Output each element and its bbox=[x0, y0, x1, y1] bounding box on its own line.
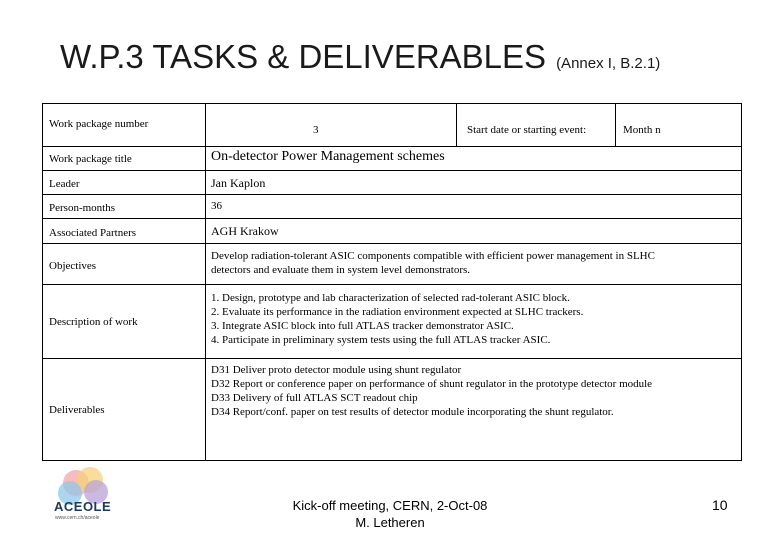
wp-title-label: Work package title bbox=[49, 153, 132, 165]
description-line: 4. Participate in preliminary system tests using the full ATLAS tracker ASIC. bbox=[211, 334, 551, 346]
column-divider bbox=[456, 104, 457, 146]
deliverable-item: D33 Delivery of full ATLAS SCT readout chip bbox=[211, 392, 418, 404]
row-divider bbox=[43, 146, 741, 147]
objectives-line: Develop radiation-tolerant ASIC components compatible with efficient power management in SLHC bbox=[211, 250, 655, 262]
objectives-text bbox=[211, 249, 655, 277]
logo-text: ACEOLE bbox=[54, 499, 112, 514]
work-package-table bbox=[42, 103, 742, 461]
description-line: 1. Design, prototype and lab characterization of selected rad-tolerant ASIC block. bbox=[211, 292, 570, 304]
column-divider bbox=[615, 104, 616, 146]
wp-number-label: Work package number bbox=[49, 118, 149, 130]
objectives-label: Objectives bbox=[49, 260, 97, 272]
description-text bbox=[211, 291, 583, 347]
leader-value: Jan Kaplon bbox=[211, 176, 266, 190]
wp-number-value: 3 bbox=[313, 124, 319, 136]
deliverables-label: Deliverables bbox=[49, 404, 105, 416]
row-divider bbox=[43, 170, 741, 171]
deliverables-text bbox=[211, 363, 652, 419]
wp-title-value: On-detector Power Management schemes bbox=[211, 149, 445, 164]
partners-label: Associated Partners bbox=[49, 227, 137, 239]
footer-meeting: Kick-off meeting, CERN, 2-Oct-08 bbox=[292, 498, 488, 513]
title-text: W.P.3 TASKS & DELIVERABLES bbox=[60, 38, 547, 75]
footer-author: M. Letheren bbox=[355, 515, 425, 530]
column-divider bbox=[205, 104, 206, 460]
row-divider bbox=[43, 358, 741, 359]
row-divider bbox=[43, 218, 741, 219]
description-line: 2. Evaluate its performance in the radiation environment expected at SLHC trackers. bbox=[211, 306, 584, 318]
footer-caption bbox=[270, 497, 510, 531]
start-date-value: Month n bbox=[623, 124, 661, 136]
person-months-value: 36 bbox=[211, 200, 222, 212]
objectives-line: detectors and evaluate them in system level demonstrators. bbox=[211, 264, 471, 276]
page-number: 10 bbox=[712, 497, 728, 513]
deliverable-item: D34 Report/conf. paper on test results of detector module incorporating the shunt regulator. bbox=[211, 406, 614, 418]
deliverable-item: D32 Report or conference paper on performance of shunt regulator in the prototype detector module bbox=[211, 378, 653, 390]
start-date-label: Start date or starting event: bbox=[467, 124, 587, 136]
annex-reference: (Annex I, B.2.1) bbox=[556, 55, 661, 72]
slide-title bbox=[60, 38, 660, 76]
description-line: 3. Integrate ASIC block into full ATLAS tracker demonstrator ASIC. bbox=[211, 320, 514, 332]
row-divider bbox=[43, 194, 741, 195]
logo-url: www.cern.ch/aceole bbox=[55, 515, 100, 521]
row-divider bbox=[43, 284, 741, 285]
leader-label: Leader bbox=[49, 178, 80, 190]
partners-value: AGH Krakow bbox=[211, 224, 279, 238]
deliverable-item: D31 Deliver proto detector module using shunt regulator bbox=[211, 364, 462, 376]
row-divider bbox=[43, 243, 741, 244]
description-label: Description of work bbox=[49, 316, 138, 328]
person-months-label: Person-months bbox=[49, 202, 115, 214]
